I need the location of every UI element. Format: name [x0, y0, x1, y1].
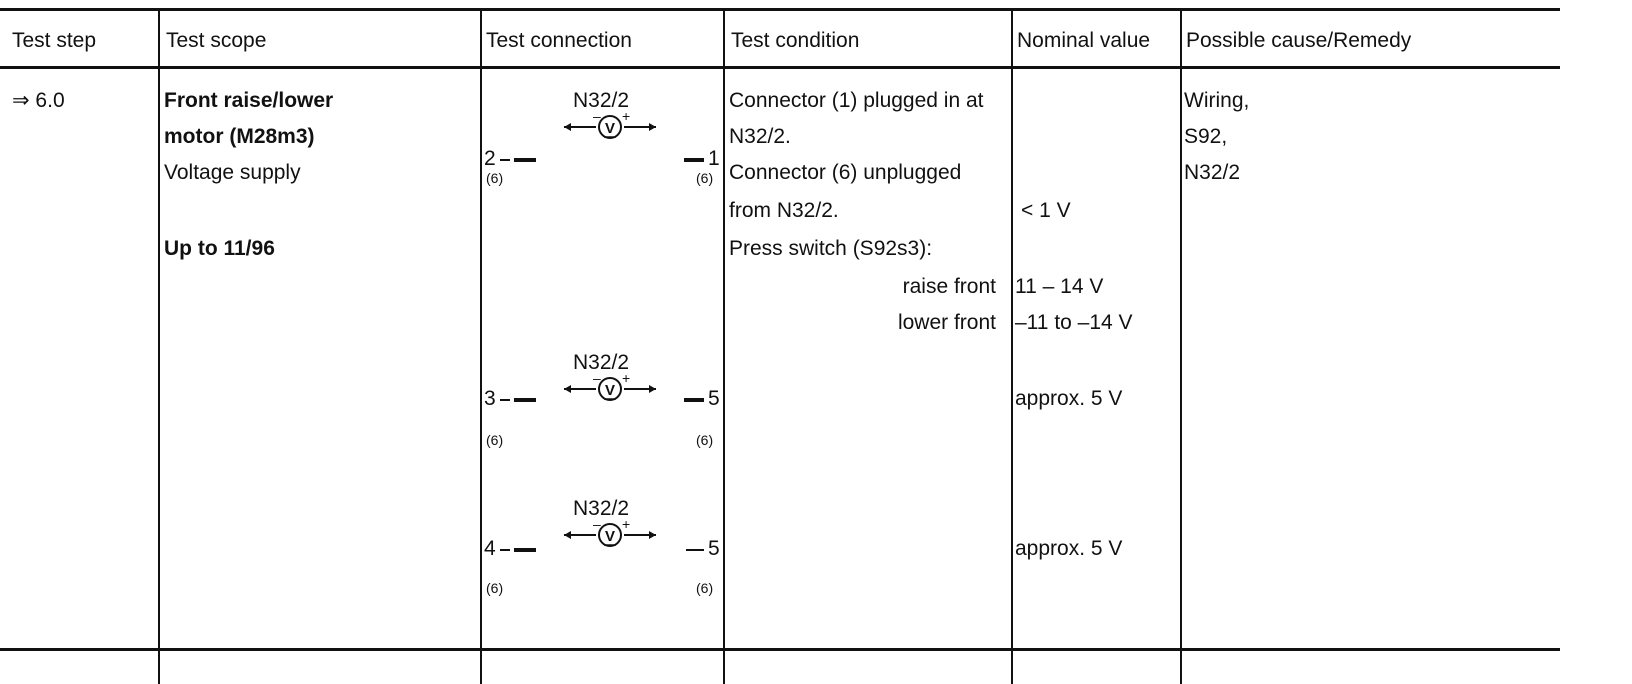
- svg-text:–: –: [593, 112, 601, 124]
- remedy-line-3: N32/2: [1184, 161, 1241, 184]
- col-divider-3: [723, 8, 725, 684]
- svg-text:+: +: [622, 520, 631, 532]
- voltmeter-icon: [560, 520, 660, 550]
- col-divider-4: [1011, 8, 1013, 684]
- left-pin-number: 3: [484, 387, 496, 410]
- condition-line-1: Connector (1) plugged in at: [729, 89, 984, 112]
- right-pin-terminal: [684, 158, 704, 162]
- col-divider-5: [1180, 8, 1182, 684]
- nominal-value-2: 11 – 14 V: [1015, 275, 1104, 298]
- left-pin-lead: [500, 399, 510, 401]
- left-pin-lead: [500, 159, 510, 161]
- scope-voltage-supply: Voltage supply: [164, 161, 301, 184]
- header-possible-cause: Possible cause/Remedy: [1186, 29, 1412, 52]
- nominal-value-4: approx. 5 V: [1015, 387, 1123, 410]
- header-test-scope: Test scope: [166, 29, 267, 52]
- right-pin-terminal: [684, 398, 704, 402]
- right-connector-label: (6): [696, 580, 714, 596]
- left-connector-label: (6): [486, 580, 504, 596]
- bottom-rule: [0, 648, 1560, 651]
- left-pin-terminal: [514, 548, 536, 552]
- left-pin-number: 2: [484, 147, 496, 170]
- left-pin-terminal: [514, 158, 536, 162]
- left-pin-terminal: [514, 398, 536, 402]
- condition-line-2: N32/2.: [729, 125, 791, 148]
- svg-text:+: +: [622, 112, 631, 124]
- condition-line-4: from N32/2.: [729, 199, 839, 222]
- right-pin-number: 5: [708, 537, 720, 560]
- voltmeter-icon: [560, 112, 660, 142]
- header-nominal-value: Nominal value: [1017, 29, 1151, 52]
- condition-line-3: Connector (6) unplugged: [729, 161, 962, 184]
- connection-unit-label: N32/2: [573, 89, 630, 112]
- test-step-number: ⇒ 6.0: [12, 89, 65, 112]
- voltmeter-icon: [560, 374, 660, 404]
- condition-line-5: Press switch (S92s3):: [729, 237, 933, 260]
- svg-text:–: –: [593, 374, 601, 386]
- left-pin-number: 4: [484, 537, 496, 560]
- header-rule: [0, 66, 1560, 69]
- connection-unit-label: N32/2: [573, 351, 630, 374]
- svg-text:–: –: [593, 520, 601, 532]
- header-test-condition: Test condition: [731, 29, 860, 52]
- svg-text:+: +: [622, 374, 631, 386]
- svg-text:V: V: [604, 382, 616, 399]
- left-pin-lead: [500, 549, 510, 551]
- scope-version-note: Up to 11/96: [164, 237, 275, 260]
- right-pin-number: 1: [708, 147, 720, 170]
- nominal-value-5: approx. 5 V: [1015, 537, 1123, 560]
- svg-text:V: V: [604, 120, 616, 137]
- condition-raise-front: raise front: [902, 275, 996, 298]
- header-test-step: Test step: [12, 29, 97, 52]
- top-rule: [0, 8, 1560, 11]
- condition-lower-front: lower front: [897, 311, 996, 334]
- nominal-value-1: < 1 V: [1021, 199, 1071, 222]
- right-pin-number: 5: [708, 387, 720, 410]
- remedy-line-2: S92,: [1184, 125, 1228, 148]
- svg-text:V: V: [604, 528, 616, 545]
- connection-unit-label: N32/2: [573, 497, 630, 520]
- nominal-value-3: –11 to –14 V: [1015, 311, 1133, 334]
- left-connector-label: (6): [486, 432, 504, 448]
- col-divider-2: [480, 8, 482, 684]
- left-connector-label: (6): [486, 170, 504, 186]
- header-test-connection: Test connection: [486, 29, 632, 52]
- right-connector-label: (6): [696, 170, 714, 186]
- scope-title-line2: motor (M28m3): [164, 125, 315, 148]
- right-connector-label: (6): [696, 432, 714, 448]
- remedy-line-1: Wiring,: [1184, 89, 1250, 112]
- scope-title-line1: Front raise/lower: [164, 89, 334, 112]
- right-pin-terminal: [686, 549, 704, 551]
- col-divider-1: [158, 8, 160, 684]
